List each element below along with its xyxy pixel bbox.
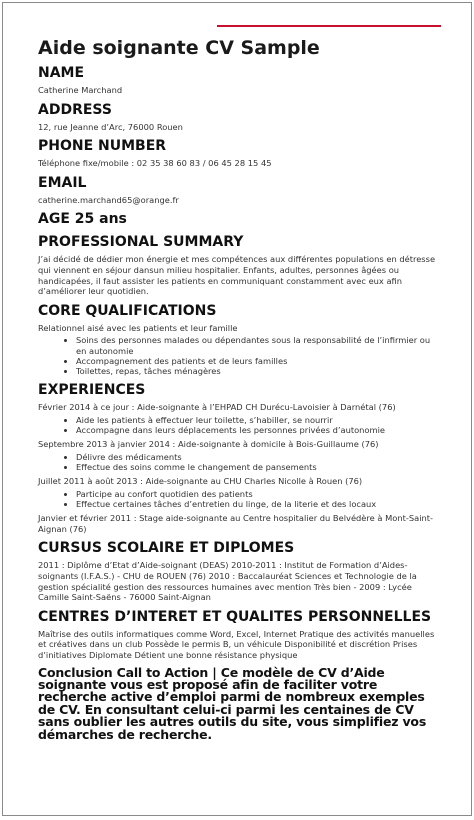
internship-line: Janvier et février 2011 : Stage aide-soignante au Centre hospitalier du Belvédère à Mont-Saint-Aignan (76) (38, 513, 434, 534)
summary-heading: PROFESSIONAL SUMMARY (38, 234, 244, 251)
email-value: catherine.marchand65@orange.fr (38, 194, 179, 205)
list-item: • Aide les patients à effectuer leur toilette, s’habiller, se nourrir (76, 415, 437, 425)
list-item: • Effectue des soins comme le changement de pansements (76, 462, 437, 472)
list-item: • Accompagne dans leurs déplacements les personnes privées d’autonomie (76, 425, 437, 435)
list-item: • Effectue certaines tâches d’entretien du linge, de la literie et des locaux (76, 499, 437, 509)
job-list (38, 452, 437, 472)
core-list (38, 335, 437, 376)
summary-text: J’ai décidé de dédier mon énergie et mes compétences aux différentes populations en détresse qui viennent en séjour dansun milieu hospitalier. Enfants, adultes, personnes âgées ou handicapées, il faut assister les patients en communiquant constamment avec eux afin d’améliorer leur quotidien. (38, 254, 436, 297)
list-item: • Délivre des médicaments (76, 452, 437, 462)
address-heading: ADDRESS (38, 101, 112, 118)
job-line: Février 2014 à ce jour : Aide-soignante à l’EHPAD CH Durécu-Lavoisier à Darnétal (76) (38, 402, 396, 413)
list-item: • Accompagnement des patients et de leurs familles (76, 356, 437, 366)
job-line: Juillet 2011 à août 2013 : Aide-soignante au CHU Charles Nicolle à Rouen (76) (38, 476, 363, 487)
email-heading: EMAIL (38, 174, 87, 191)
accent-line (217, 25, 441, 27)
core-intro: Relationnel aisé avec les patients et leur famille (38, 322, 238, 333)
address-value: 12, rue Jeanne d’Arc, 76000 Rouen (38, 121, 183, 132)
list-item: • Soins des personnes malades ou dépendantes sous la responsabilité de l’infirmier ou en autonomie (76, 335, 437, 355)
name-heading: NAME (38, 65, 85, 81)
name-value: Catherine Marchand (38, 85, 123, 95)
page-title: Aide soignante CV Sample (38, 37, 320, 59)
conclusion-text: Conclusion Call to Action | Ce modèle de CV d’Aide soignante vous est proposé afin de faciliter votre recherche active d’emploi parmi de nombreux exemples de CV. En consultant celui-ci parmi les centaines de CV sans oublier les autres outils du site, vous simplifiez vos démarches de recherche. (38, 664, 427, 742)
phone-heading: PHONE NUMBER (38, 138, 167, 155)
education-text: 2011 : Diplôme d’Etat d’Aide-soignant (DEAS) 2010-2011 : Institut de Formation d’Aides-soignants (I.F.A.S.) - CHU de ROUEN (76) 2010 : Baccalauréat Sciences et Technologie de la gestion spécialité gestion des ressources humaines avec mention Très bien - 2009 : Lycée Camille Saint-Saëns - 76000 Saint-Aignan (38, 560, 417, 603)
list-item: • Participe au confort quotidien des patients (76, 489, 437, 499)
list-item: • Toilettes, repas, tâches ménagères (76, 366, 437, 376)
interests-heading: CENTRES D’INTERET ET QUALITES PERSONNELLES (38, 608, 432, 625)
age-heading: AGE 25 ans (38, 211, 127, 228)
core-heading: CORE QUALIFICATIONS (38, 302, 217, 319)
job-line: Septembre 2013 à janvier 2014 : Aide-soignante à domicile à Bois-Guillaume (76) (38, 439, 379, 450)
education-heading: CURSUS SCOLAIRE ET DIPLOMES (38, 540, 295, 557)
experiences-heading: EXPERIENCES (38, 382, 146, 399)
job-list (38, 489, 437, 509)
cv-content (38, 37, 437, 741)
interests-text: Maîtrise des outils informatiques comme Word, Excel, Internet Pratique des activités manuelles et créatives dans un club Possède le permis B, un véhicule Disponibilité et discrétion Prises d’initiatives Diplomate Détient une bonne résistance physique (38, 628, 435, 660)
phone-value: Téléphone fixe/mobile : 02 35 38 60 83 / 06 45 28 15 45 (38, 158, 272, 169)
cv-page (2, 2, 472, 816)
job-list (38, 415, 437, 435)
